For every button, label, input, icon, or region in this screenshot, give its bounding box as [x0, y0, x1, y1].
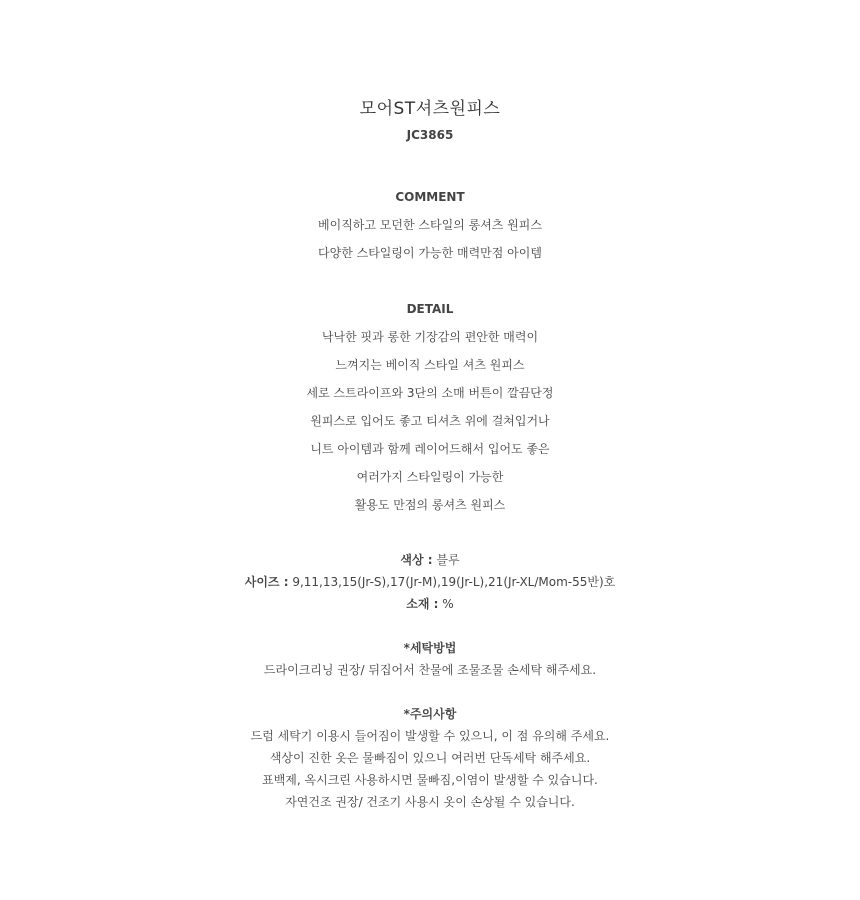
caution-heading: *주의사항 [403, 707, 457, 721]
washing-line: 드라이크리닝 권장/ 뒤집어서 찬물에 조물조물 손세탁 해주세요. [263, 663, 597, 677]
product-code: JC3865 [406, 128, 454, 142]
caution-line: 색상이 진한 옷은 물빠짐이 있으니 여러번 단독세탁 해주세요. [269, 751, 591, 765]
detail-line: 느껴지는 베이직 스타일 셔츠 원피스 [335, 358, 525, 372]
product-name: 모어ST셔츠원피스 [359, 99, 501, 119]
caution-line: 자연건조 권장/ 건조기 사용시 옷이 손상될 수 있습니다. [285, 795, 575, 809]
size-label: 사이즈 : [244, 575, 289, 589]
color-info [0, 551, 860, 569]
material-label: 소재 : [406, 597, 439, 611]
size-value: 9,11,13,15(Jr-S),17(Jr-M),19(Jr-L),21(Jr-XL/Mom-55반)호 [292, 575, 616, 589]
detail-line: 세로 스트라이프와 3단의 소매 버튼이 깔끔단정 [306, 386, 554, 400]
comment-heading: COMMENT [395, 190, 465, 204]
detail-line: 원피스로 입어도 좋고 티셔츠 위에 걸쳐입거나 [310, 414, 550, 428]
comment-line: 베이직하고 모던한 스타일의 롱셔츠 원피스 [318, 218, 542, 232]
color-label: 색상 : [400, 553, 433, 567]
caution-line: 표백제, 옥시크린 사용하시면 물빠짐,이염이 발생할 수 있습니다. [262, 773, 598, 787]
detail-line: 니트 아이템과 함께 레이어드해서 입어도 좋은 [310, 442, 550, 456]
washing-heading: *세탁방법 [403, 641, 457, 655]
detail-line: 활용도 만점의 롱셔츠 원피스 [354, 498, 506, 512]
detail-line: 여러가지 스타일링이 가능한 [356, 470, 504, 484]
size-info [0, 573, 860, 591]
detail-heading: DETAIL [406, 302, 454, 316]
caution-line: 드럼 세탁기 이용시 들어짐이 발생할 수 있으니, 이 점 유의해 주세요. [250, 729, 610, 743]
material-value: % [442, 597, 454, 611]
color-value: 블루 [436, 553, 460, 567]
material-info [0, 595, 860, 613]
detail-line: 낙낙한 핏과 롱한 기장감의 편안한 매력이 [321, 330, 539, 344]
comment-line: 다양한 스타일링이 가능한 매력만점 아이템 [318, 246, 542, 260]
